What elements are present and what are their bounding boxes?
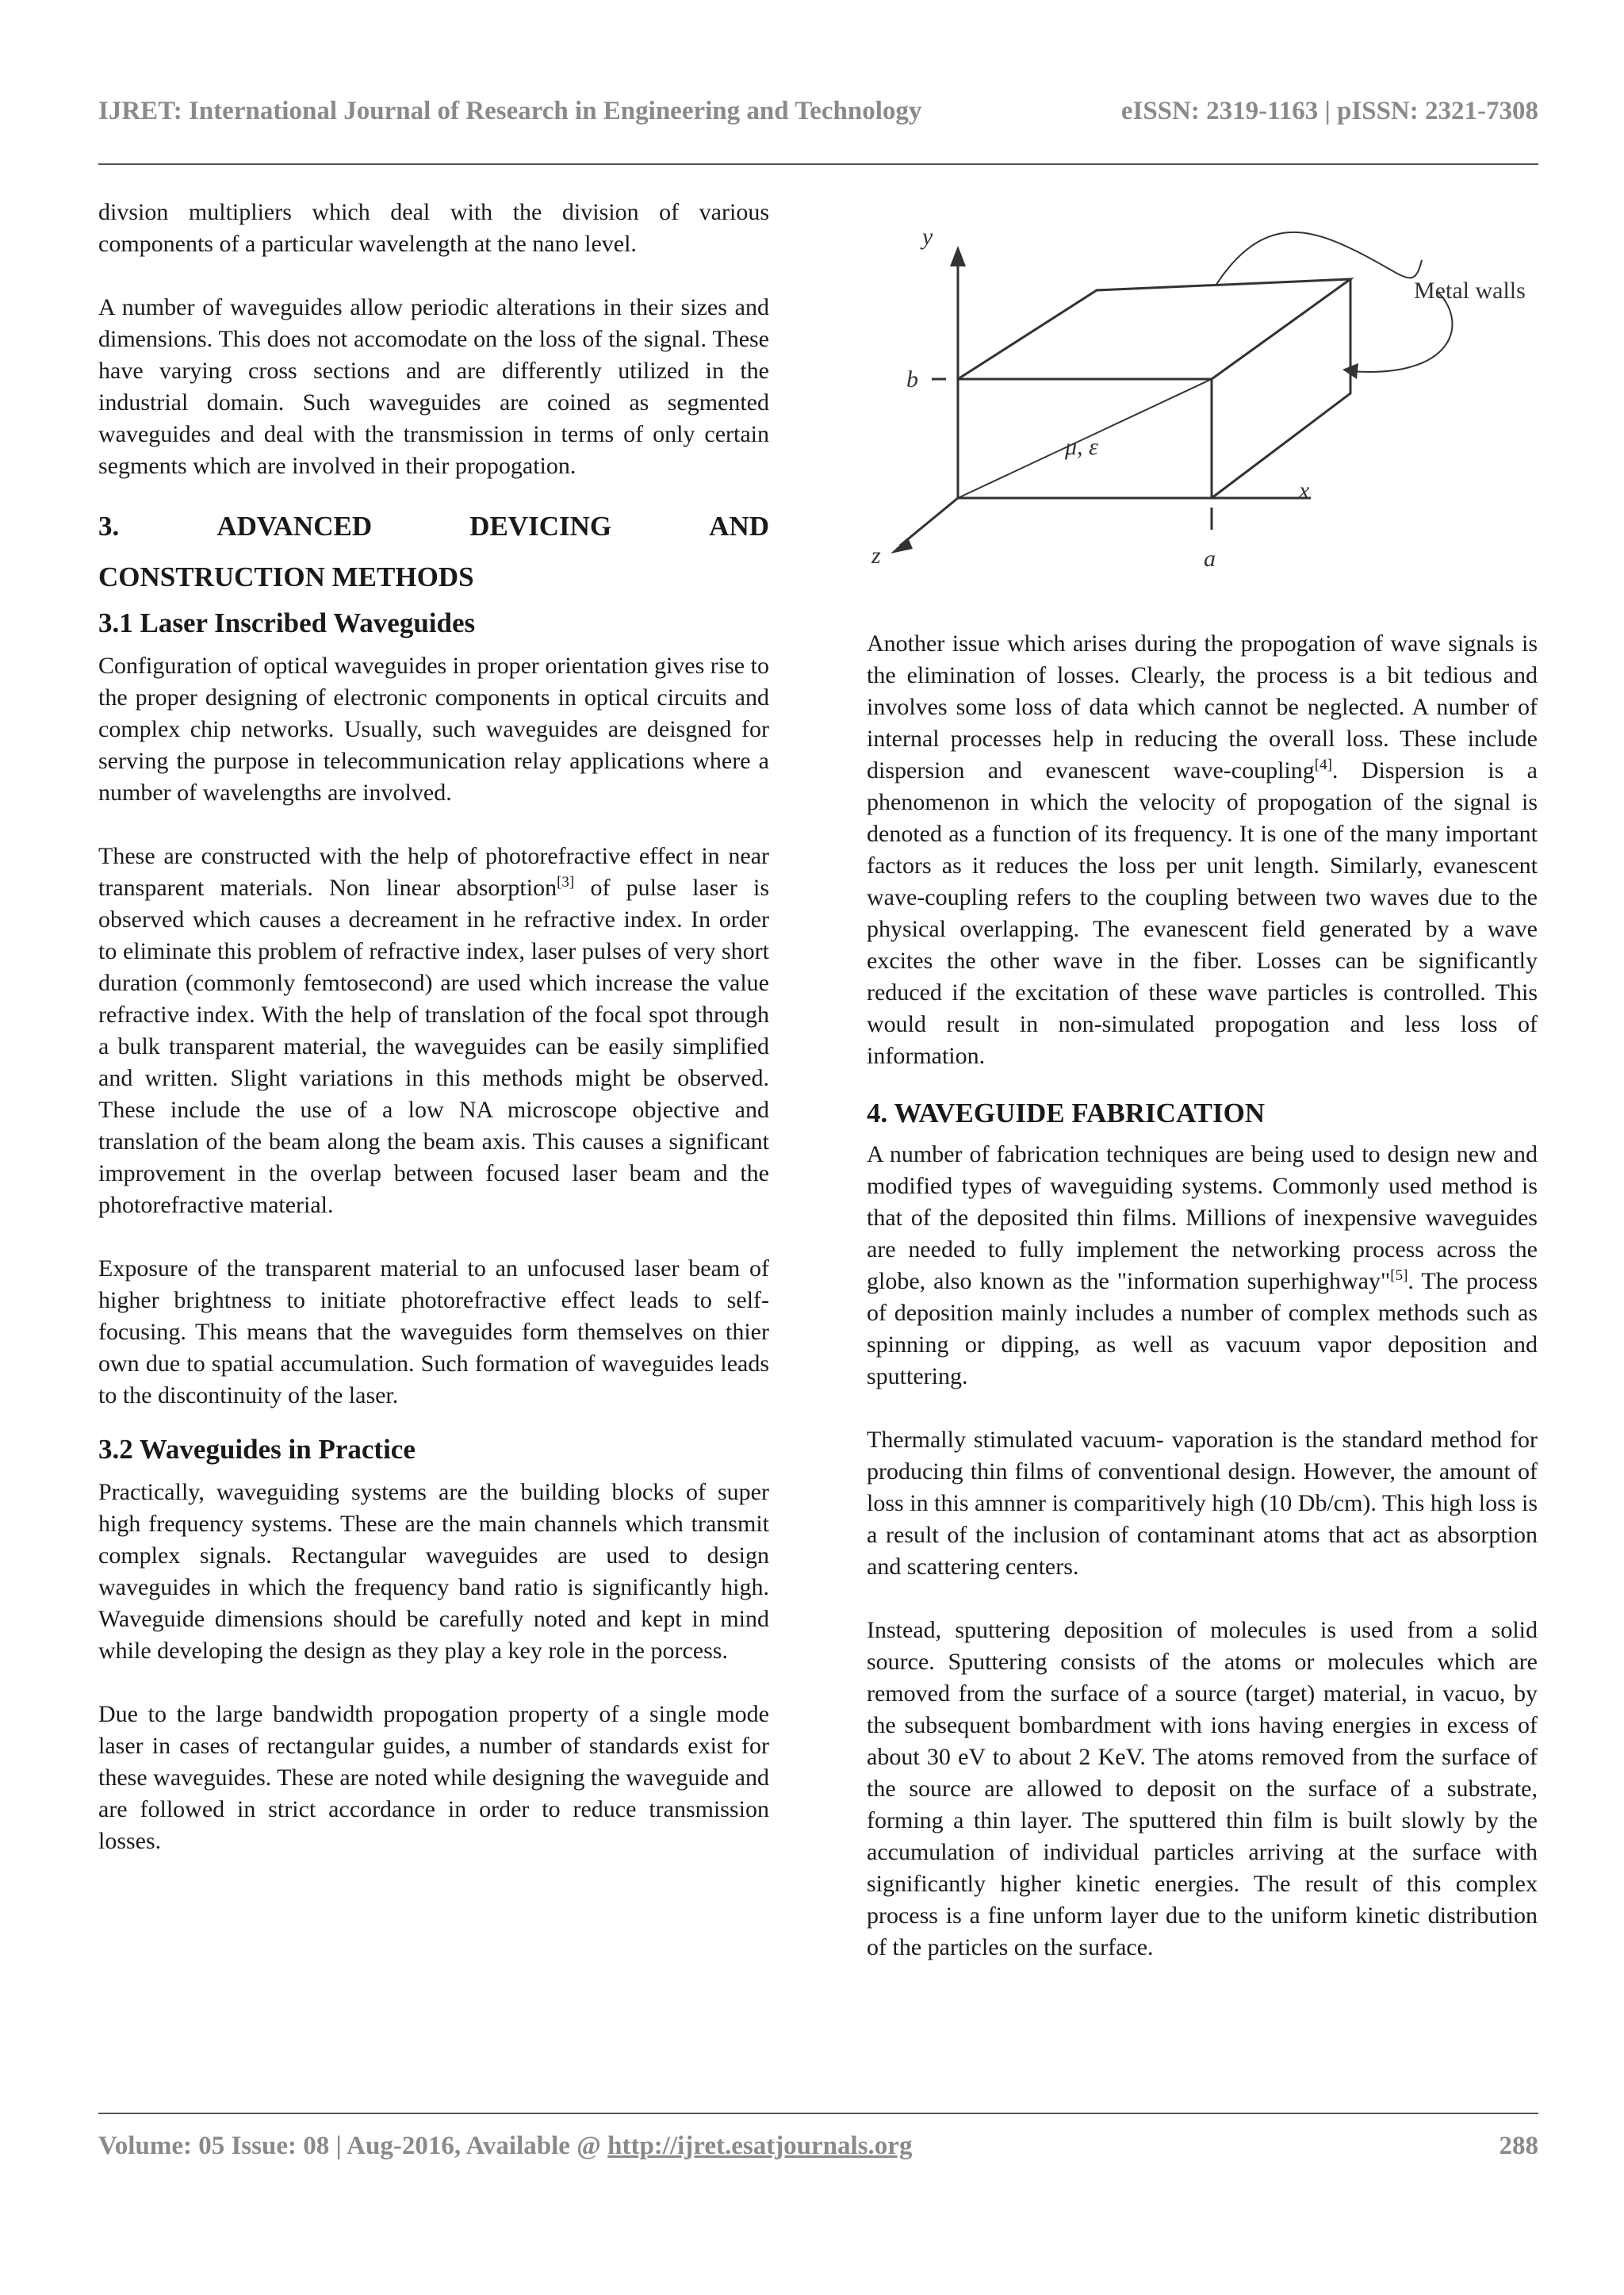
label-mu-epsilon: μ, ε	[1065, 434, 1098, 460]
z-axis-arrowhead	[891, 538, 913, 554]
paragraph-4-sputtering: Instead, sputtering deposition of molecules is used from a solid source. Sputtering consists of the atoms or molecules which are removed from the surface of a source (target) material, in vacuo, by the subsequent bombardment with ions having energies in excess of about 30 eV to about 2 KeV. The atoms removed from the surface of the source are allowed to deposit on the surface of a substrate, forming a thin layer. The sputtered thin film is built slowly by the accumulation of individual particles arriving at the surface with significantly higher kinetic energies. The result of this complex process is a fine unform layer due to the uniform kinetic distribution of the particles on the surface.	[867, 1617, 1538, 1960]
section-4-heading: 4. WAVEGUIDE FABRICATION	[867, 1098, 1266, 1128]
journal-website-link[interactable]: http://ijret.esatjournals.org	[607, 2132, 913, 2160]
footer-divider	[98, 2113, 1538, 2114]
running-footer	[98, 2132, 1538, 2176]
subsection-3-2-heading: 3.2 Waveguides in Practice	[98, 1434, 416, 1465]
section-3-heading-line2: CONSTRUCTION METHODS	[98, 561, 474, 592]
paragraph-4-fabrication: A number of fabrication techniques are being used to design new and modified types of waveguiding systems. Commonly used method is that of the deposited thin films. Millions of inexpensive waveguides are needed to fully implement the networking process across the globe, also known as the "information superhighway"[5]. The process of deposition mainly includes a number of complex methods such as spinning or dipping, as well as vacuum vapor deposition and sputtering.	[867, 1141, 1538, 1389]
page-number: 288	[1499, 2132, 1538, 2160]
label-b: b	[906, 366, 918, 393]
y-axis-arrowhead	[950, 246, 966, 266]
running-header	[98, 97, 1538, 141]
paragraph-3-1-photorefractive: These are constructed with the help of photorefractive effect in near transparent materials. Non linear absorption[3] of pulse laser is observed which causes a decreament in he refractive index. In order to eliminate this problem of refractive index, laser pulses of very short duration (commonly femtosecond) are used which increase the value refractive index. With the help of translation of the focal spot through a bulk transparent material, the waveguides can be easily simplified and written. Slight variations in this methods might be observed. These include the use of a low NA microscope objective and translation of the beam along the beam axis. This causes a significant improvement in the overlap between focused laser beam and the photorefractive material.	[98, 843, 769, 1218]
section-3-word-devicing: DEVICING	[469, 511, 612, 542]
label-y: y	[922, 224, 933, 250]
section-3-number: 3.	[98, 511, 120, 542]
z-axis-line	[900, 498, 958, 546]
header-divider	[98, 163, 1538, 165]
paragraph-intro: divsion multipliers which deal with the division of various components of a particular wavelength at the nano level.	[98, 199, 769, 257]
issn-label: eISSN: 2319-1163 | pISSN: 2321-7308	[1120, 97, 1538, 125]
label-metal-walls: Metal walls	[1414, 278, 1526, 304]
metal-walls-pointer-top	[1216, 232, 1422, 285]
left-column	[98, 197, 769, 1857]
section-3-heading	[98, 501, 769, 603]
section-3-word-and: AND	[709, 511, 769, 542]
paragraph-4-vacuum-vaporation: Thermally stimulated vacuum- vaporation is the standard method for producing thin films of conventional design. However, the amount of loss in this amnner is comparitively high (10 Db/cm). This high loss is a result of the inclusion of contaminant atoms that act as absorption and scattering centers.	[867, 1427, 1538, 1580]
rectangular-waveguide-figure	[867, 197, 1538, 577]
metal-walls-pointer-side	[1350, 292, 1452, 372]
paragraph-segmented-waveguides: A number of waveguides allow periodic alterations in their sizes and dimensions. This does not accomodate on the loss of the signal. These have varying cross sections and are differently utilized in the industrial domain. Such waveguides are coined as segmented waveguides and deal with the transmission in terms of only certain segments which are involved in their propogation.	[98, 294, 769, 479]
paragraph-3-2-standards: Due to the large bandwidth propogation property of a single mode laser in cases of rectangular guides, a number of standards exist for these waveguides. These are noted while designing the waveguide and are followed in strict accordance in order to reduce transmission losses.	[98, 1701, 769, 1854]
right-face	[1212, 279, 1350, 498]
section-3-word-advanced: ADVANCED	[216, 511, 373, 542]
waveguide-diagram	[867, 197, 1538, 577]
paragraph-3-1-self-focusing: Exposure of the transparent material to an unfocused laser beam of higher brightness to initiate photorefractive effect leads to self-focusing. This means that the waveguides form themselves on thier own due to spatial accumulation. Such formation of waveguides leads to the discontinuity of the laser.	[98, 1255, 769, 1408]
top-face	[958, 279, 1350, 379]
paragraph-3-1-configuration: Configuration of optical waveguides in proper orientation gives rise to the proper designing of electronic components in optical circuits and complex chip networks. Usually, such waveguides are deisgned for serving the purpose in telecommunication relay applications where a number of wavelengths are involved.	[98, 653, 769, 806]
right-column	[867, 628, 1538, 1964]
label-z: z	[871, 542, 881, 569]
label-x: x	[1299, 477, 1310, 504]
label-a: a	[1204, 546, 1216, 572]
citation-5: [5]	[1390, 1267, 1408, 1284]
paragraph-losses: Another issue which arises during the propogation of wave signals is the elimination of losses. Clearly, the process is a bit tedious and involves some loss of data which cannot be neglected. A number of internal processes help in reducing the overall loss. These include dispersion and evanescent wave-coupling[4]. Dispersion is a phenomenon in which the velocity of propogation of the signal is denoted as a function of its frequency. It is one of the many important factors as it reduces the loss per unit length. Similarly, evanescent wave-coupling refers to the coupling between two waves due to the physical overlapping. The evanescent field generated by a wave excites the other wave in the fiber. Losses can be significantly reduced if the excitation of these wave particles is controlled. This would result in non-simulated propogation and less loss of information.	[867, 630, 1538, 1069]
citation-3: [3]	[557, 874, 575, 891]
citation-4: [4]	[1314, 757, 1332, 773]
journal-title: IJRET: International Journal of Research in Engineering and Technology	[98, 97, 922, 125]
subsection-3-1-heading: 3.1 Laser Inscribed Waveguides	[98, 607, 476, 638]
footer-volume-info: Volume: 05 Issue: 08 | Aug-2016, Available @ http://ijret.esatjournals.org	[98, 2132, 913, 2160]
paragraph-3-2-practice: Practically, waveguiding systems are the building blocks of super high frequency systems. These are the main channels which transmit complex signals. Rectangular waveguides are used to design waveguides in which the frequency band ratio is significantly high. Waveguide dimensions should be carefully noted and kept in mind while developing the design as they play a key role in the porcess.	[98, 1479, 769, 1664]
